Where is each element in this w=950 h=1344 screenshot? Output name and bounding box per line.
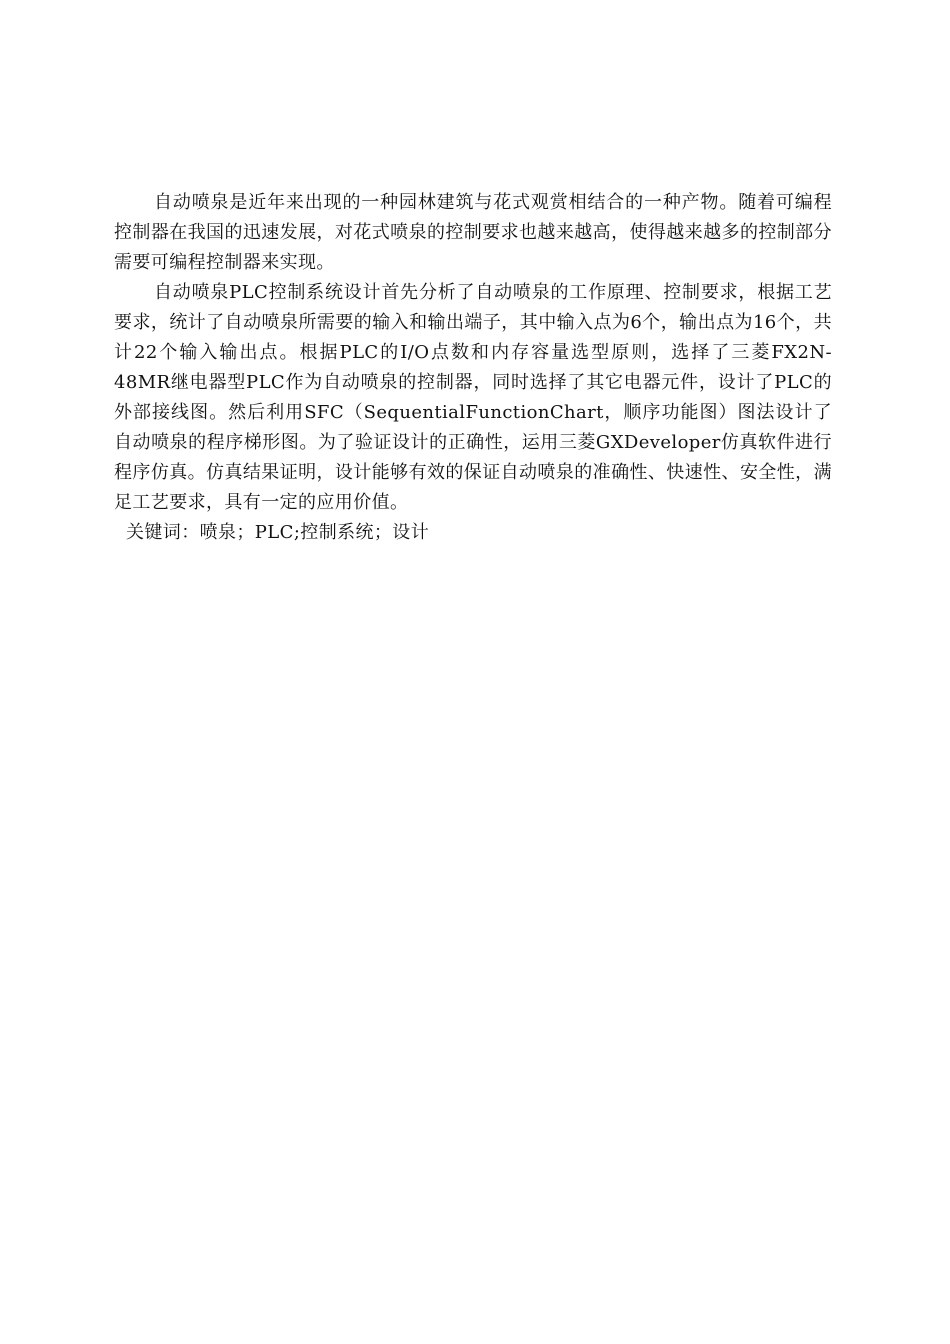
abstract-paragraph-1: 自动喷泉是近年来出现的一种园林建筑与花式观赏相结合的一种产物。随着可编程控制器在我国的迅速发展，对花式喷泉的控制要求也越来越高，使得越来越多的控制部分需要可编程控制器来实现。 [114, 192, 832, 273]
abstract-section [114, 188, 832, 548]
abstract-paragraph-2: 自动喷泉PLC控制系统设计首先分析了自动喷泉的工作原理、控制要求，根据工艺要求，统计了自动喷泉所需要的输入和输出端子，其中输入点为6个，输出点为16个，共计22个输入输出点。根据PLC的I/O点数和内存容量选型原则，选择了三菱FX2N-48MR继电器型PLC作为自动喷泉的控制器，同时选择了其它电器元件，设计了PLC的外部接线图。然后利用SFC（SequentialFunctionChart，顺序功能图）图法设计了自动喷泉的程序梯形图。为了验证设计的正确性，运用三菱GXDeveloper仿真软件进行程序仿真。仿真结果证明，设计能够有效的保证自动喷泉的准确性、快速性、安全性，满足工艺要求，具有一定的应用价值。 [114, 282, 832, 513]
keywords-line: 关键词：喷泉；PLC;控制系统；设计 [126, 522, 430, 543]
